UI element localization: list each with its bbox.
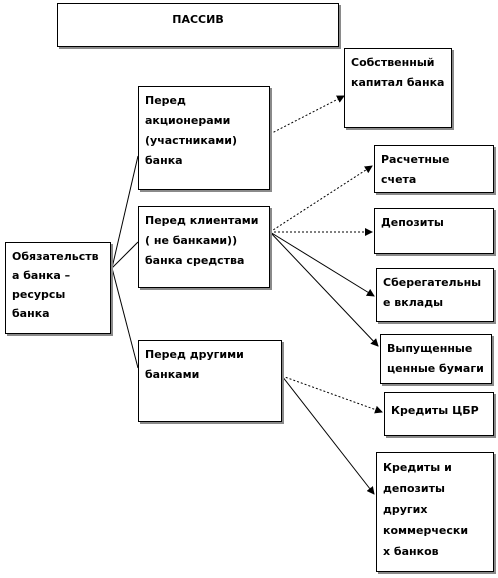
target-bank-credits-text: Кредиты и депозиты других коммерчески х банков: [383, 461, 469, 558]
group-shareholders-box: [138, 86, 270, 190]
target-own-capital-box: [344, 48, 452, 128]
target-savings-box: [376, 268, 494, 322]
target-savings-text: Сберегательны е вклады: [383, 276, 482, 309]
line-root-clients: [112, 242, 138, 268]
title-text: ПАССИВ: [172, 13, 224, 26]
title-box: [57, 3, 339, 47]
group-shareholders-text: Перед акционерами (участниками) банка: [145, 94, 237, 167]
target-deposits-text: Депозиты: [381, 216, 444, 229]
target-securities-text: Выпущенные ценные бумаги: [387, 342, 484, 375]
root-text: Обязательств а банка – ресурсы банка: [12, 250, 99, 320]
group-banks-box: [138, 340, 282, 422]
arrow-banks-other: [282, 376, 374, 494]
target-deposits-box: [374, 208, 494, 254]
target-current-accounts-text: Расчетные счета: [381, 153, 450, 186]
root-box: [5, 242, 111, 334]
arrow-clients-current: [270, 166, 372, 232]
group-banks-text: Перед другими банками: [145, 348, 244, 381]
target-securities-box: [380, 334, 492, 384]
target-cbr-credits-box: [384, 392, 494, 436]
line-root-shareholders: [112, 156, 138, 268]
target-cbr-credits-text: Кредиты ЦБР: [391, 404, 479, 417]
line-root-banks: [112, 268, 138, 368]
target-own-capital-text: Собственный капитал банка: [351, 56, 445, 89]
target-current-accounts-box: [374, 145, 494, 193]
arrow-banks-cbr: [282, 376, 382, 412]
group-clients-box: [138, 206, 270, 288]
group-clients-text: Перед клиентами ( не банками)) банка средства: [145, 214, 259, 267]
target-bank-credits-box: [376, 452, 494, 572]
arrow-shareholders-capital: [270, 96, 344, 134]
